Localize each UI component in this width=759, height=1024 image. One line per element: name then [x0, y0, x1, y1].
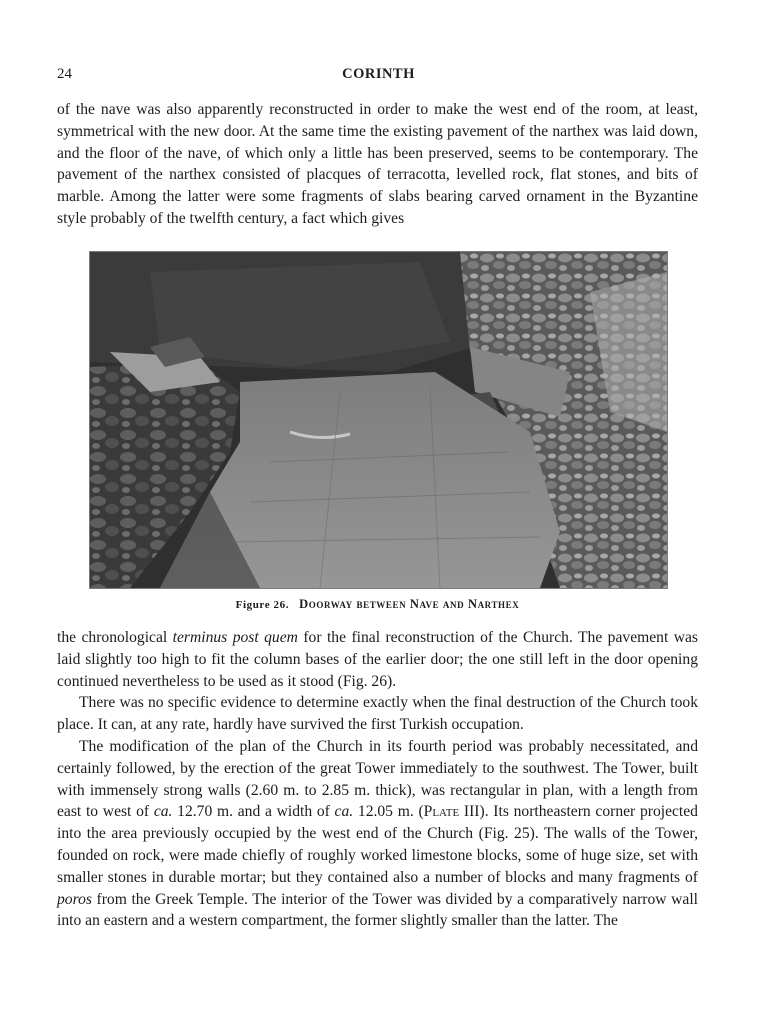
figure-caption-text: Doorway between Nave and Narthex: [299, 597, 520, 611]
figure-label: Figure 26.: [235, 599, 290, 611]
terminus-post-quem-italic: terminus post quem: [172, 629, 298, 646]
excavation-photograph: [90, 252, 667, 588]
paragraph-1-start: the chronological: [57, 629, 173, 646]
paragraph-3: [57, 736, 698, 932]
paragraph-3-part-1: The modification of the plan of the Church in its fourth period was probably necessitated, and certainly followed, by the erection of the great Tower immediately to the southwest. The Tower, built with immensely strong walls (2.60 m. to 2.85 m. thick), was rectangular in plan, with a length from east to west of: [57, 737, 698, 821]
bottom-text-block: [57, 627, 698, 932]
ca-italic-2: ca.: [334, 803, 354, 821]
paragraph-3-part-4: III). Its northeastern corner projected into the area previously occupied by the west end of the Church (Fig. 25). The walls of the Tower, founded on rock, were made chiefly of roughly worked limestone blocks, some of huge size, set with smaller stones in durable mortar; but they contained also a number of blocks and many fragments of: [57, 803, 698, 886]
paragraph-2: There was no specific evidence to determine exactly when the final destruction of the Church took place. It can, at any rate, hardly have survived the first Turkish occupation.: [57, 694, 698, 734]
paragraph-3-part-5: from the Greek Temple. The interior of the Tower was divided by a comparatively narrow wall into an eastern and a western compartment, the former slightly smaller than the latter. The: [57, 890, 698, 930]
paragraph-3-part-2: 12.70 m. and a width of: [172, 803, 335, 821]
top-text-block: [57, 99, 698, 230]
ca-italic-1: ca.: [153, 803, 173, 821]
figure-caption: [57, 597, 698, 612]
page-header: [57, 66, 700, 86]
page-number: 24: [57, 66, 72, 82]
paragraph-1-end: for the final reconstruction of the Church. The pavement was laid slightly too high to fit the column bases of the earlier door; the one still left in the door opening continued nevertheless to be used as it stood (Fig. 26).: [57, 629, 698, 690]
paragraph-1: [57, 627, 698, 692]
running-title: CORINTH: [342, 66, 415, 82]
top-paragraph: of the nave was also apparently reconstructed in order to make the west end of the room, at least, symmetrical with the new door. At the same time the existing pavement of the narthex was laid down, and the floor of the nave, of which only a little has been preserved, seems to be contemporary. The pavement of the narthex consisted of placques of terracotta, levelled rock, flat stones, and bits of marble. Among the latter were some fragments of slabs bearing carved ornament in the Byzantine style probably of the twelfth century, a fact which gives: [57, 101, 698, 227]
figure-photo: [89, 251, 668, 589]
plate-small-caps: Plate: [423, 803, 460, 821]
paragraph-3-part-3: 12.05 m. (: [353, 803, 424, 821]
poros-italic: poros: [57, 890, 92, 908]
